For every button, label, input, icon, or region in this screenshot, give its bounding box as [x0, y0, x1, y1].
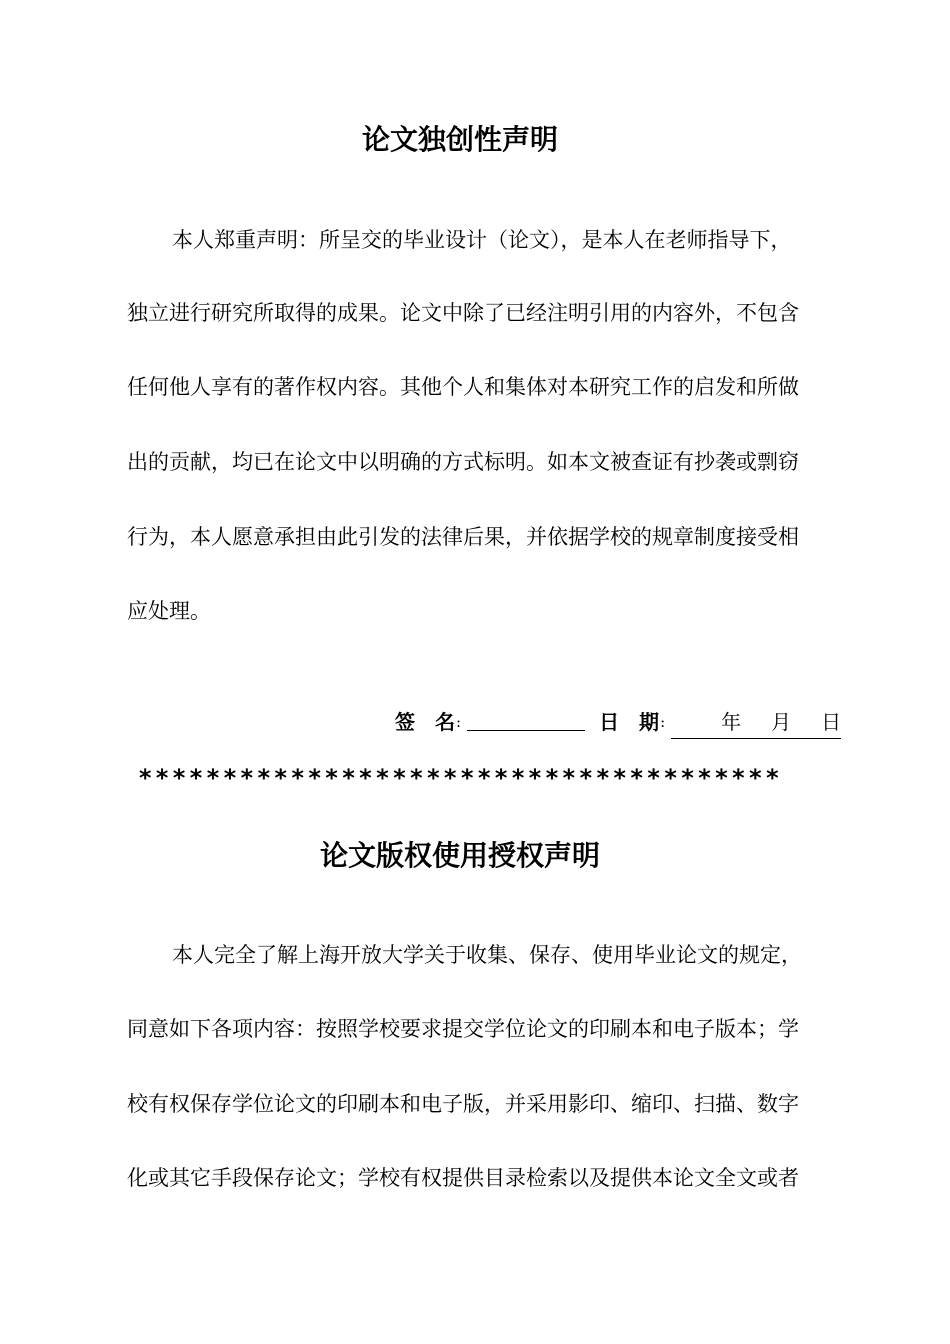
declaration-line: 行为，本人愿意承担由此引发的法律后果，并依据学校的规章制度接受相 [127, 525, 799, 549]
authorization-line: 校有权保存学位论文的印刷本和电子版，并采用影印、缩印、扫描、数字 [127, 1092, 799, 1116]
month-label: 月 [771, 710, 792, 734]
declaration-line: 应处理。 [127, 599, 211, 623]
separator: ************************************** [137, 764, 783, 792]
date-label: 日 期 [599, 710, 660, 734]
declaration-line: 出的贡献，均已在论文中以明确的方式标明。如本文被查证有抄袭或剽窃 [127, 450, 799, 474]
authorization-line: 本人完全了解上海开放大学关于收集、保存、使用毕业论文的规定， [172, 943, 802, 967]
signature-blank[interactable] [467, 706, 585, 731]
declaration-line: 本人郑重声明：所呈交的毕业设计（论文），是本人在老师指导下， [172, 228, 792, 252]
declaration-line: 独立进行研究所取得的成果。论文中除了已经注明引用的内容外，不包含 [127, 301, 799, 325]
authorization-line: 同意如下各项内容：按照学校要求提交学位论文的印刷本和电子版本；学 [127, 1017, 799, 1041]
signature-colon: : [456, 713, 462, 731]
date-blank[interactable] [671, 706, 841, 739]
year-label: 年 [721, 710, 742, 734]
authorization-title: 论文版权使用授权声明 [319, 839, 600, 872]
day-label: 日 [821, 710, 842, 734]
declaration-line: 任何他人享有的著作权内容。其他个人和集体对本研究工作的启发和所做 [127, 375, 799, 399]
declaration-title: 论文独创性声明 [361, 123, 558, 156]
signature-label: 签 名 [395, 710, 455, 734]
authorization-line: 化或其它手段保存论文；学校有权提供目录检索以及提供本论文全文或者 [127, 1166, 799, 1190]
signature-row [395, 706, 875, 738]
date-colon: : [660, 713, 666, 731]
